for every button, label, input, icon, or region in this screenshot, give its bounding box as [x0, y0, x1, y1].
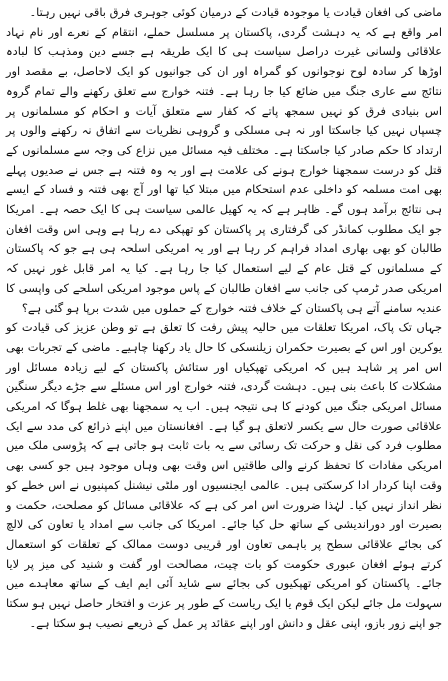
paragraph-2: امر واقع ہے کہ یہ دہشت گردی، پاکستان پر مسلسل حملے، انتقام کے نعرے اور نام نہاد علاقائی ولسانی غیرت دراصل سیاست ہی کا ایک طریقہ ہے جسے دین ومذہب کا لبادہ اوڑھا کر سادہ لوح نوجوانوں کو گمراہ اور ان کی جوانیوں کو ایک لاحاصل، بے مقصد اور نتائج سے عاری جنگ میں ضائع کیا جا رہا ہے۔ فتنہ خوارج سے تعلق رکھنے والے تمام گروہ اس بنیادی فرق کو نہیں سمجھ پاتے کہ کفار سے متعلق آیات و احکام کو مسلمانوں پر چسپاں نہیں کیا جاسکتا اور نہ ہی مسلکی و گروہی نظریات سے اتفاق نہ رکھنے والوں پر ارتداد کا حکم صادر کیا جاسکتا ہے۔ مختلف فیہ مسائل میں نزاع کی وجہ سے مسلمانوں کے قتل کو درست سمجھنا خوارج ہونے کی علامت ہے اور یہ وہ فتنہ ہے جس نے صدیوں پہلے بھی امت مسلمہ کو داخلی عدم استحکام میں مبتلا کیا تھا اور آج بھی فتنہ و فساد کے ایسے ہی نتائج برآمد ہوں گے۔ ظاہر ہے کہ یہ کھیل عالمی سیاست ہی کا ایک حصہ ہے۔ امریکا جو ایک مطلوب کمانڈر کی گرفتاری پر پاکستان کو تھپکی دے رہا ہے وہی اس وقت افغان طالبان کو بھی بھاری امداد فراہم کر رہا ہے اور یہ امریکی اسلحہ ہی ہے جو کہ پاکستان کے مسلمانوں کے قتل عام کے لیے استعمال کیا جا رہا ہے۔ کیا یہ امر قابل غور نہیں کہ امریکی صدر ٹرمپ کی جانب سے افغان طالبان کے پاس موجود امریکی اسلحے کی واپسی کا عندیہ سامنے آتے ہی پاکستان کے خلاف فتنہ خوارج کے حملوں میں شدت برپا ہو گئی ہے؟	[6, 24, 442, 315]
paragraph-3: جہاں تک پاک، امریکا تعلقات میں حالیہ پیش رفت کا تعلق ہے تو وطن عزیز کی قیادت کو یوکرین اور اس کے بصیرت حکمران زیلنسکی کا حال یاد رکھنا چاہیے۔ ماضی کے تجربات بھی اس امر پر شاہد ہیں کہ امریکی تھپکیاں اور ستائش پاکستان کے لیے زیادہ مسائل اور مشکلات کا باعث بنی ہیں۔ دہشت گردی، فتنہ خوارج اور اس مسئلے سے جڑے دیگر سنگین مسائل امریکی جنگ میں کودنے کا ہی نتیجہ ہیں۔ اب یہ سمجھنا بھی غلط ہوگا کہ امریکی علاقائی صورت حال سے یکسر لاتعلق ہو گیا ہے۔ افغانستان میں اپنے ذرائع کی مدد سے ایک مطلوب فرد کی نقل و حرکت تک رسائی سے یہ بات ثابت ہو جاتی ہے کہ پڑوسی ملک میں امریکی مفادات کا تحفظ کرنے والی طاقتیں اس وقت بھی وہاں موجود ہیں جو کسی بھی وقت اپنا کردار ادا کرسکتی ہیں۔ عالمی ایجنسیوں اور ملٹی نیشنل کمپنیوں نے اس خطے کو نظر انداز نہیں کیا۔ لہٰذا ضرورت اس امر کی ہے کہ علاقائی مسائل کو مصلحت، حکمت و بصیرت اور دوراندیشی کے ساتھ حل کیا جائے۔ امریکا کی جانب سے امداد یا تعاون کی لالچ کی بجائے علاقائی سطح پر باہمی تعاون اور قریبی دوست ممالک کے تعلقات کو استعمال کرتے ہوئے افغان عبوری حکومت کو بات چیت، مصالحت اور گفت و شنید کی میز پر لایا جائے۔ پاکستان کو امریکی تھپکیوں کی بجائے سے شاید آئی ایم ایف کے ساتھ معاہدے میں سہولت مل جائے لیکن ایک قوم یا ایک ریاست کے طور پر عزت و افتخار حاصل نہیں ہو سکتا جو اپنے زور بازو، اپنی عقل و دانش اور اپنے عقائد پر عمل کے ذریعے نصیب ہو سکتا ہے۔	[6, 320, 442, 630]
paragraph-1: ماضی کی افغان قیادت یا موجودہ قیادت کے درمیان کوئی جوہری فرق باقی نہیں رہتا۔	[29, 5, 442, 19]
